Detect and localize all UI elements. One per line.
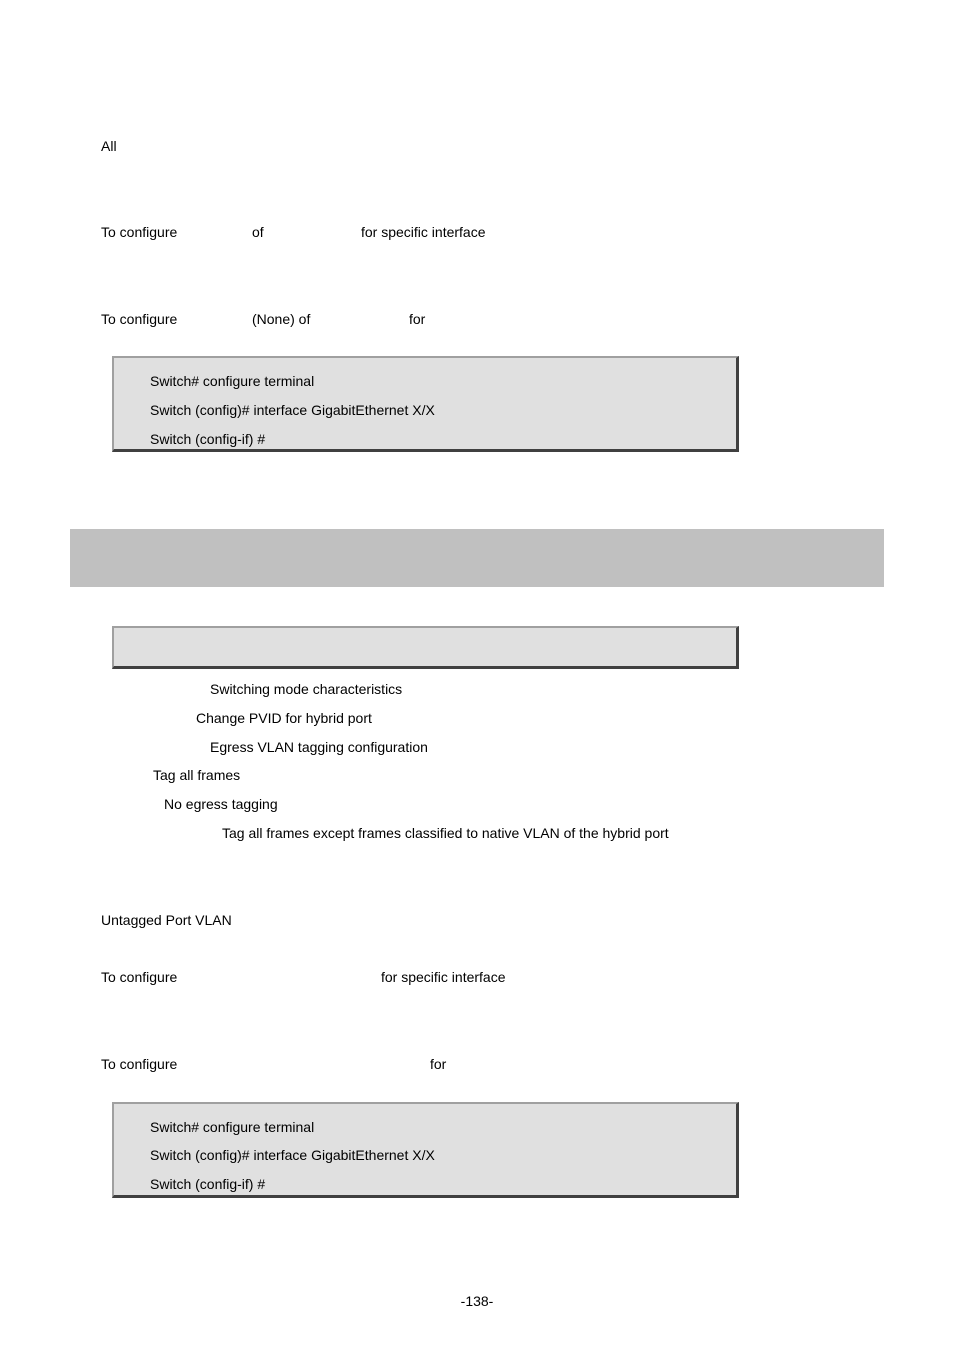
command-mode-label: To configure [101,224,178,240]
parameter-description: Tag all frames except frames classified to native VLAN of the hybrid port [222,825,669,841]
code-line: Switch (config)# interface GigabitEthernet X/X [150,1147,435,1163]
code-line: Switch# configure terminal [150,1119,315,1135]
parameter-description: Change PVID for hybrid port [196,710,372,726]
code-line: Switch# configure terminal [150,373,315,389]
code-line: Switch (config)# interface GigabitEthernet X/X [150,402,435,418]
command-mode-text: for specific interface [381,969,506,985]
code-line: Switch (config-if) # [150,431,266,447]
section-heading-band [70,529,884,587]
usage-guide-text: for [409,311,426,327]
usage-guide-label: To configure [101,1056,178,1072]
usage-guide-text: for [430,1056,447,1072]
parameter-description: Tag all frames [153,767,241,783]
default-value: All [101,138,117,154]
example-code-box [112,356,739,452]
command-mode-text: of [252,224,264,240]
example-code-box [112,1102,739,1198]
command-mode-label: To configure [101,969,178,985]
command-mode-text: for specific interface [361,224,486,240]
default-value: Untagged Port VLAN [101,912,232,928]
parameter-description: Switching mode characteristics [210,681,403,697]
usage-guide-label: To configure [101,311,178,327]
parameter-description: Egress VLAN tagging configuration [210,739,428,755]
parameter-description: No egress tagging [164,796,278,812]
code-line: Switch (config-if) # [150,1176,266,1192]
page-number: -138- [460,1293,494,1309]
usage-guide-text: (None) of [252,311,311,327]
command-syntax-box [112,626,739,669]
